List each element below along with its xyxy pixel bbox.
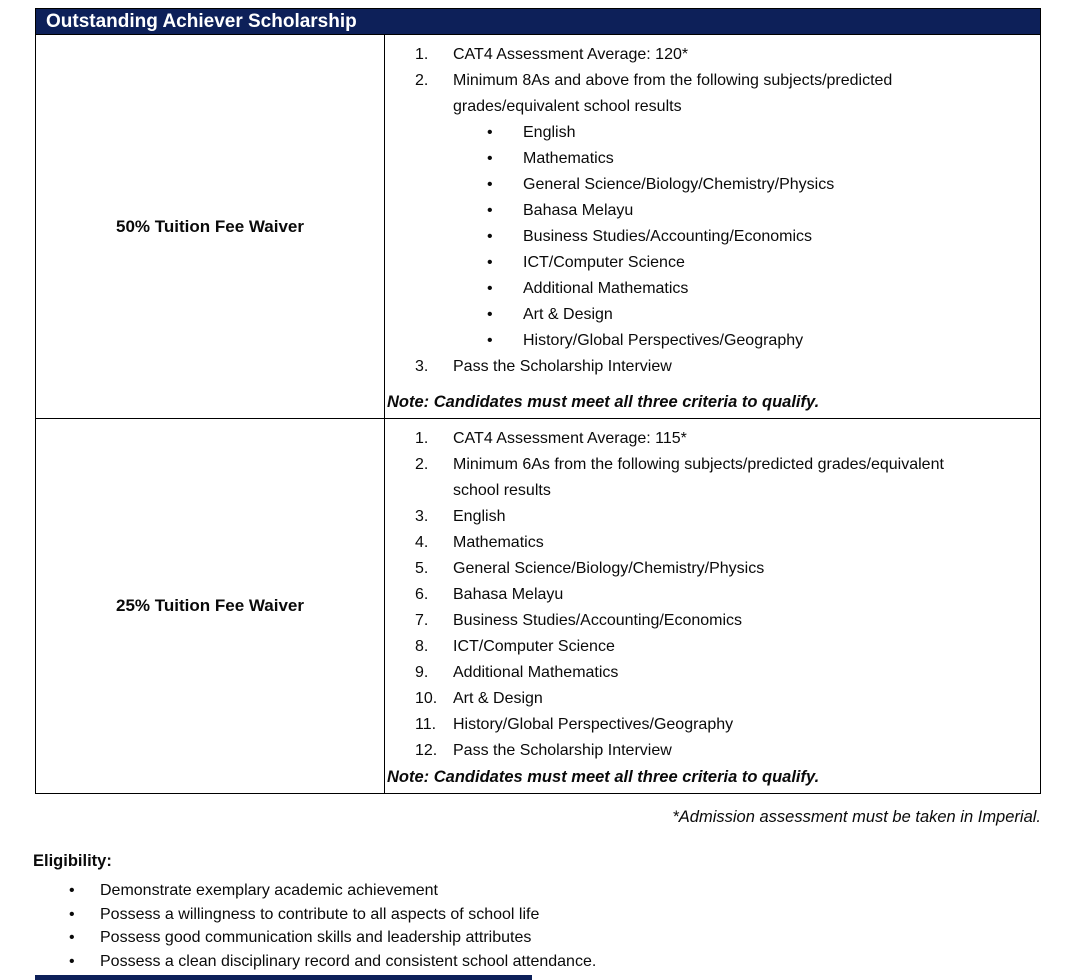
note-50: Note: Candidates must meet all three criteria to qualify.	[387, 393, 820, 411]
bullet-marker: •	[487, 254, 493, 271]
list-item-text: Mathematics	[453, 534, 544, 551]
list-item-text: Minimum 6As from the following subjects/predicted grades/equivalent school results	[453, 456, 944, 499]
list-item-text: Business Studies/Accounting/Economics	[453, 612, 743, 629]
bullet-marker: •	[487, 202, 493, 219]
numbered-list-item	[385, 556, 1030, 582]
bullet-list-item	[33, 926, 1033, 950]
bullet-marker: •	[487, 280, 493, 297]
list-item-text: General Science/Biology/Chemistry/Physics	[453, 560, 765, 577]
list-item-text: Bahasa Melayu	[453, 586, 564, 603]
numbered-list-item	[385, 582, 1030, 608]
number-marker: 11.	[415, 716, 437, 733]
bullet-list-item	[33, 950, 1033, 974]
tier-cell-25	[36, 419, 385, 793]
numbered-list-item	[385, 452, 1030, 504]
list-item-text: ICT/Computer Science	[453, 638, 615, 655]
bullet-marker: •	[69, 905, 75, 923]
bullet-marker: •	[487, 332, 493, 349]
table-row-50-percent	[36, 35, 1040, 419]
list-item-text: Additional Mathematics	[523, 280, 689, 297]
bullet-list-item	[385, 172, 1030, 198]
list-item-text: CAT4 Assessment Average: 120*	[453, 46, 689, 63]
numbered-list-item	[385, 686, 1030, 712]
numbered-list-item	[385, 660, 1030, 686]
criteria-cell-25	[385, 419, 1040, 793]
number-marker: 9.	[415, 664, 429, 681]
list-item-text: Business Studies/Accounting/Economics	[523, 228, 813, 245]
list-item-text: Possess a clean disciplinary record and consistent school attendance.	[100, 952, 597, 970]
numbered-list-item	[385, 634, 1030, 660]
eligibility-heading: Eligibility:	[33, 852, 112, 870]
list-item-text: English	[453, 508, 506, 525]
tier-label-50: 50% Tuition Fee Waiver	[116, 216, 304, 236]
admission-footnote: *Admission assessment must be taken in Imperial.	[672, 808, 1041, 826]
numbered-list-item	[385, 354, 1030, 380]
bullet-list-item	[33, 879, 1033, 903]
list-item-text: General Science/Biology/Chemistry/Physics	[523, 176, 835, 193]
numbered-list-item	[385, 712, 1030, 738]
tier-cell-50	[36, 35, 385, 418]
list-item-text: Minimum 8As and above from the following subjects/predicted grades/equivalent school results	[453, 72, 893, 115]
bullet-list-item	[385, 198, 1030, 224]
list-item-text: Art & Design	[523, 306, 613, 323]
numbered-list-item	[385, 504, 1030, 530]
list-item-text: Possess a willingness to contribute to all aspects of school life	[100, 905, 540, 923]
list-item-text: Demonstrate exemplary academic achievement	[100, 882, 438, 899]
table-row-25-percent	[36, 419, 1040, 793]
bullet-list-item	[385, 276, 1030, 302]
list-item-text: History/Global Perspectives/Geography	[453, 716, 734, 733]
eligibility-section	[33, 852, 1033, 973]
number-marker: 2.	[415, 456, 429, 473]
numbered-list-item	[385, 426, 1030, 452]
list-item-text: Bahasa Melayu	[523, 202, 634, 219]
numbered-list-item	[385, 42, 1030, 68]
number-marker: 4.	[415, 534, 429, 551]
number-marker: 8.	[415, 638, 429, 655]
note-25: Note: Candidates must meet all three criteria to qualify.	[387, 768, 820, 786]
list-item-text: Pass the Scholarship Interview	[453, 742, 672, 759]
list-item-text: Additional Mathematics	[453, 664, 619, 681]
numbered-list-item	[385, 530, 1030, 556]
number-marker: 1.	[415, 46, 429, 63]
scholarship-table	[35, 8, 1041, 794]
bullet-list-item	[385, 302, 1030, 328]
list-item-text: Pass the Scholarship Interview	[453, 358, 672, 375]
bullet-list-item	[385, 250, 1030, 276]
tier-label-25: 25% Tuition Fee Waiver	[116, 596, 304, 615]
list-item-text: Mathematics	[523, 150, 614, 167]
bullet-marker: •	[487, 150, 493, 167]
list-item-text: ICT/Computer Science	[523, 254, 685, 271]
number-marker: 6.	[415, 586, 429, 603]
number-marker: 3.	[415, 508, 429, 525]
number-marker: 3.	[415, 358, 429, 375]
next-section-header-partial	[35, 975, 532, 980]
bullet-list-item	[385, 120, 1030, 146]
criteria-list-50	[385, 42, 1030, 380]
bullet-marker: •	[487, 176, 493, 193]
bullet-marker: •	[487, 124, 493, 141]
table-title: Outstanding Achiever Scholarship	[46, 11, 357, 32]
bullet-list-item	[385, 224, 1030, 250]
numbered-list-item	[385, 68, 1030, 120]
list-item-text: CAT4 Assessment Average: 115*	[453, 430, 687, 447]
number-marker: 5.	[415, 560, 429, 577]
bullet-marker: •	[487, 228, 493, 245]
bullet-list-item	[385, 328, 1030, 354]
criteria-cell-50	[385, 35, 1040, 418]
bullet-marker: •	[69, 952, 75, 970]
list-item-text: Possess good communication skills and leadership attributes	[100, 929, 532, 946]
numbered-list-item	[385, 608, 1030, 634]
bullet-list-item	[33, 903, 1033, 927]
bullet-marker: •	[69, 929, 75, 946]
number-marker: 7.	[415, 612, 429, 629]
table-header-bar	[36, 9, 1040, 35]
number-marker: 12.	[415, 742, 438, 759]
number-marker: 2.	[415, 72, 429, 89]
number-marker: 1.	[415, 430, 429, 447]
bullet-marker: •	[69, 882, 75, 899]
eligibility-list	[33, 879, 1033, 973]
bullet-marker: •	[487, 306, 493, 323]
numbered-list-item	[385, 738, 1030, 764]
list-item-text: History/Global Perspectives/Geography	[523, 332, 804, 349]
list-item-text: Art & Design	[453, 690, 543, 707]
number-marker: 10.	[415, 690, 438, 707]
bullet-list-item	[385, 146, 1030, 172]
criteria-list-25	[385, 426, 1030, 764]
list-item-text: English	[523, 124, 576, 141]
